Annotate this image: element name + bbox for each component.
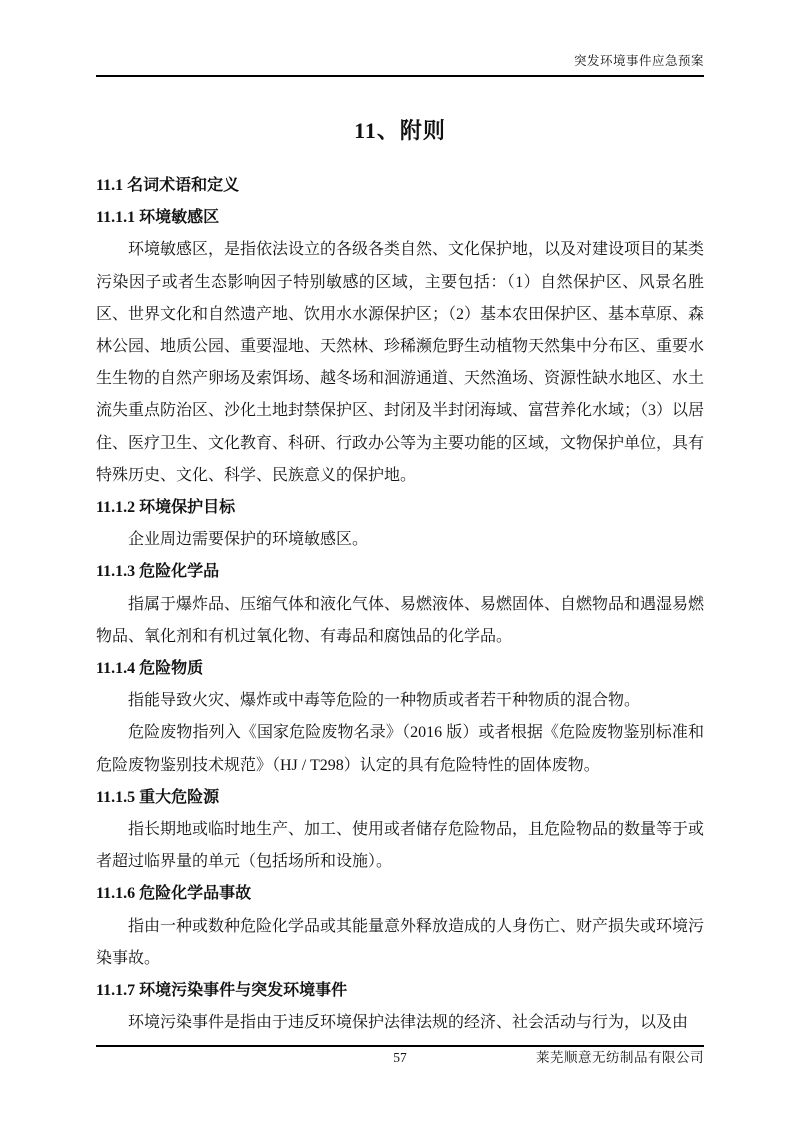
- body-paragraph: 危险废物指列入《国家危险废物名录》（2016 版）或者根据《危险废物鉴别标准和危险废物鉴别技术规范》（HJ / T298）认定的具有危险特性的固体废物。: [96, 724, 704, 774]
- subsection-heading-11-1-3: 11.1.3 危险化学品: [96, 563, 220, 581]
- footer-company-name: 莱芜顺意无纺制品有限公司: [536, 1050, 704, 1065]
- header-rule: [96, 75, 704, 77]
- chapter-title: 11、附则: [354, 118, 446, 143]
- page-number: 57: [393, 1050, 407, 1065]
- subsection-heading-11-1-7: 11.1.7 环境污染事件与突发环境事件: [96, 982, 348, 1000]
- subsection-heading-11-1-1: 11.1.1 环境敏感区: [96, 209, 220, 227]
- body-paragraph: 环境污染事件是指由于违反环境保护法律法规的经济、社会活动与行为，以及由: [128, 1014, 689, 1032]
- page-footer: [96, 1045, 704, 1069]
- body-paragraph: 指由一种或数种危险化学品或其能量意外释放造成的人身伤亡、财产损失或环境污染事故。: [96, 917, 705, 967]
- body-paragraph: 企业周边需要保护的环境敏感区。: [128, 531, 369, 549]
- body-paragraph: 指能导致火灾、爆炸或中毒等危险的一种物质或者若干种物质的混合物。: [128, 692, 641, 710]
- subsection-heading-11-1-4: 11.1.4 危险物质: [96, 660, 204, 678]
- body-paragraph: 环境敏感区，是指依法设立的各级各类自然、文化保护地，以及对建设项目的某类污染因子或者生态影响因子特别敏感的区域，主要包括：（1）自然保护区、风景名胜区、世界文化和自然遗产地、饮用水水源保护区；（2）基本农田保护区、基本草原、森林公园、地质公园、重要湿地、天然林、珍稀濒危野生动植物天然集中分布区、重要水生生物的自然产卵场及索饵场、越冬场和洄游通道、天然渔场、资源性缺水地区、水土流失重点防治区、沙化土地封禁保护区、封闭及半封闭海域、富营养化水域；（3）以居住、医疗卫生、文化教育、科研、行政办公等为主要功能的区域，文物保护单位，具有特殊历史、文化、科学、民族意义的保护地。: [96, 241, 705, 484]
- section-heading-11-1: 11.1 名词术语和定义: [96, 177, 240, 194]
- page-header: [96, 0, 704, 77]
- running-header-title: 突发环境事件应急预案: [573, 54, 704, 68]
- subsection-heading-11-1-2: 11.1.2 环境保护目标: [96, 499, 236, 517]
- subsection-heading-11-1-6: 11.1.6 危险化学品事故: [96, 885, 252, 903]
- footer-row: [96, 1047, 704, 1069]
- document-body: [96, 170, 704, 1039]
- body-paragraph: 指属于爆炸品、压缩气体和液化气体、易燃液体、易燃固体、自燃物品和遇湿易燃物品、氧化剂和有机过氧化物、有毒品和腐蚀品的化学品。: [96, 595, 705, 645]
- subsection-heading-11-1-5: 11.1.5 重大危险源: [96, 788, 220, 806]
- body-paragraph: 指长期地或临时地生产、加工、使用或者储存危险物品，且危险物品的数量等于或者超过临界量的单元（包括场所和设施）。: [96, 821, 705, 871]
